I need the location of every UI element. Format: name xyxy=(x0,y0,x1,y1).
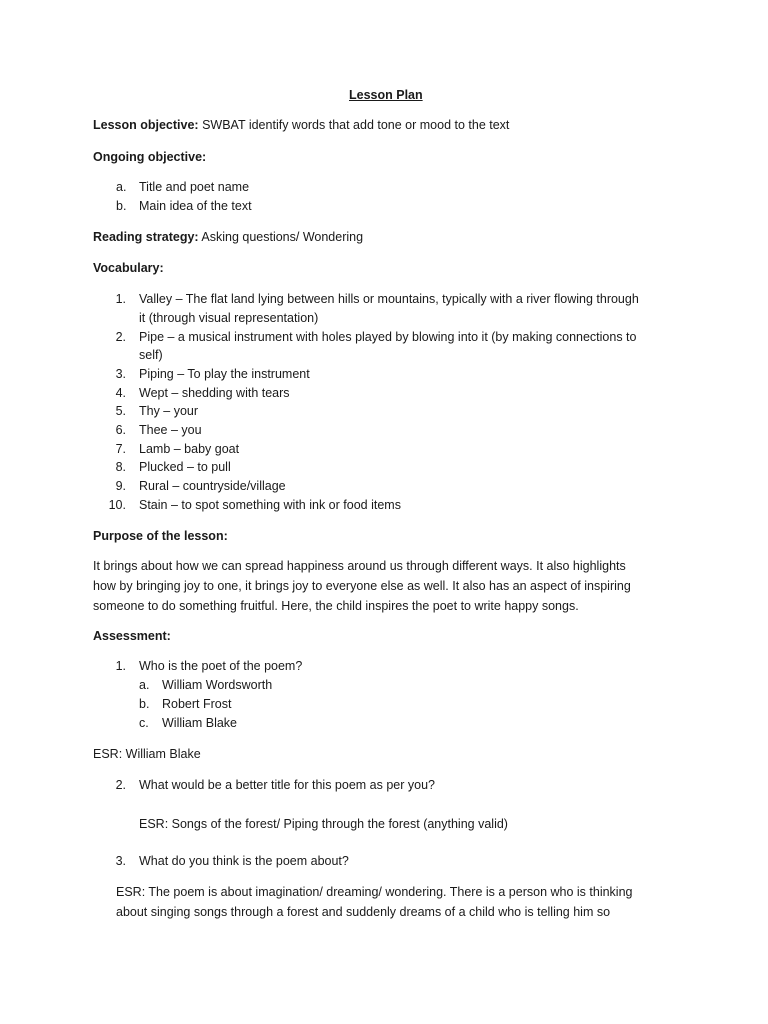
vocab-item-pipe: Pipe – a musical instrument with holes played by blowing into it (by making connections to xyxy=(139,330,637,344)
vocab-item-thy: Thy – your xyxy=(139,404,199,418)
vocab-number: 1. xyxy=(115,292,126,306)
vocab-item-thee: Thee – you xyxy=(139,423,202,437)
vocab-item-lamb: Lamb – baby goat xyxy=(139,442,240,456)
vocab-number: 8. xyxy=(115,460,126,474)
question-1: Who is the poet of the poem? xyxy=(139,659,303,673)
esr-answer-2: ESR: Songs of the forest/ Piping through the forest (anything valid) xyxy=(139,817,508,831)
purpose-heading: Purpose of the lesson: xyxy=(93,529,228,543)
question-3: What do you think is the poem about? xyxy=(139,854,349,868)
question-2: What would be a better title for this poem as per you? xyxy=(139,778,435,792)
ongoing-marker-b: b. xyxy=(116,199,127,213)
ongoing-item-a: Title and poet name xyxy=(139,180,250,194)
vocab-item-valley-cont: it (through visual representation) xyxy=(139,311,319,325)
vocab-number: 7. xyxy=(115,442,126,456)
option-marker-c: c. xyxy=(139,716,149,730)
vocab-item-piping: Piping – To play the instrument xyxy=(139,367,310,381)
reading-strategy xyxy=(93,228,363,246)
lesson-objective xyxy=(93,116,509,134)
esr-answer-1: ESR: William Blake xyxy=(93,747,201,761)
option-marker-b: b. xyxy=(139,697,150,711)
vocabulary-heading: Vocabulary: xyxy=(93,261,164,275)
question-number: 2. xyxy=(115,778,126,792)
purpose-line: how by bringing joy to one, it brings joy to everyone else as well. It also has an aspect of inspiring xyxy=(93,579,631,593)
reading-strategy-label: Reading strategy: xyxy=(93,230,199,244)
vocab-item-rural: Rural – countryside/village xyxy=(139,479,286,493)
ongoing-item-b: Main idea of the text xyxy=(139,199,252,213)
option-b: Robert Frost xyxy=(162,697,232,711)
vocab-number: 5. xyxy=(115,404,126,418)
option-c: William Blake xyxy=(162,716,238,730)
vocab-number: 6. xyxy=(115,423,126,437)
question-number: 1. xyxy=(115,659,126,673)
vocab-item-plucked: Plucked – to pull xyxy=(139,460,231,474)
page-title: Lesson Plan xyxy=(349,88,423,102)
option-marker-a: a. xyxy=(139,678,150,692)
reading-strategy-text: Asking questions/ Wondering xyxy=(198,230,364,244)
purpose-line: someone to do something fruitful. Here, the child inspires the poet to write happy songs. xyxy=(93,599,579,613)
vocab-item-valley: Valley – The flat land lying between hills or mountains, typically with a river flowing through xyxy=(139,292,639,306)
option-a: William Wordsworth xyxy=(162,678,273,692)
purpose-line: It brings about how we can spread happiness around us through different ways. It also highlights xyxy=(93,559,626,573)
vocab-number: 2. xyxy=(115,330,126,344)
vocab-number: 9. xyxy=(115,479,126,493)
ongoing-marker-a: a. xyxy=(116,180,127,194)
lesson-objective-label: Lesson objective: xyxy=(93,118,199,132)
vocab-item-wept: Wept – shedding with tears xyxy=(139,386,290,400)
vocab-number: 10. xyxy=(108,498,126,512)
esr-answer-3-cont: about singing songs through a forest and suddenly dreams of a child who is telling him so xyxy=(116,905,611,919)
vocab-number: 3. xyxy=(115,367,126,381)
assessment-heading: Assessment: xyxy=(93,629,171,643)
question-number: 3. xyxy=(115,854,126,868)
vocab-item-pipe-cont: self) xyxy=(139,348,163,362)
lesson-objective-text: SWBAT identify words that add tone or mood to the text xyxy=(198,118,510,132)
esr-answer-3: ESR: The poem is about imagination/ dreaming/ wondering. There is a person who is thinking xyxy=(116,885,633,899)
vocab-item-stain: Stain – to spot something with ink or food items xyxy=(139,498,401,512)
ongoing-objective-heading: Ongoing objective: xyxy=(93,150,207,164)
vocab-number: 4. xyxy=(115,386,126,400)
